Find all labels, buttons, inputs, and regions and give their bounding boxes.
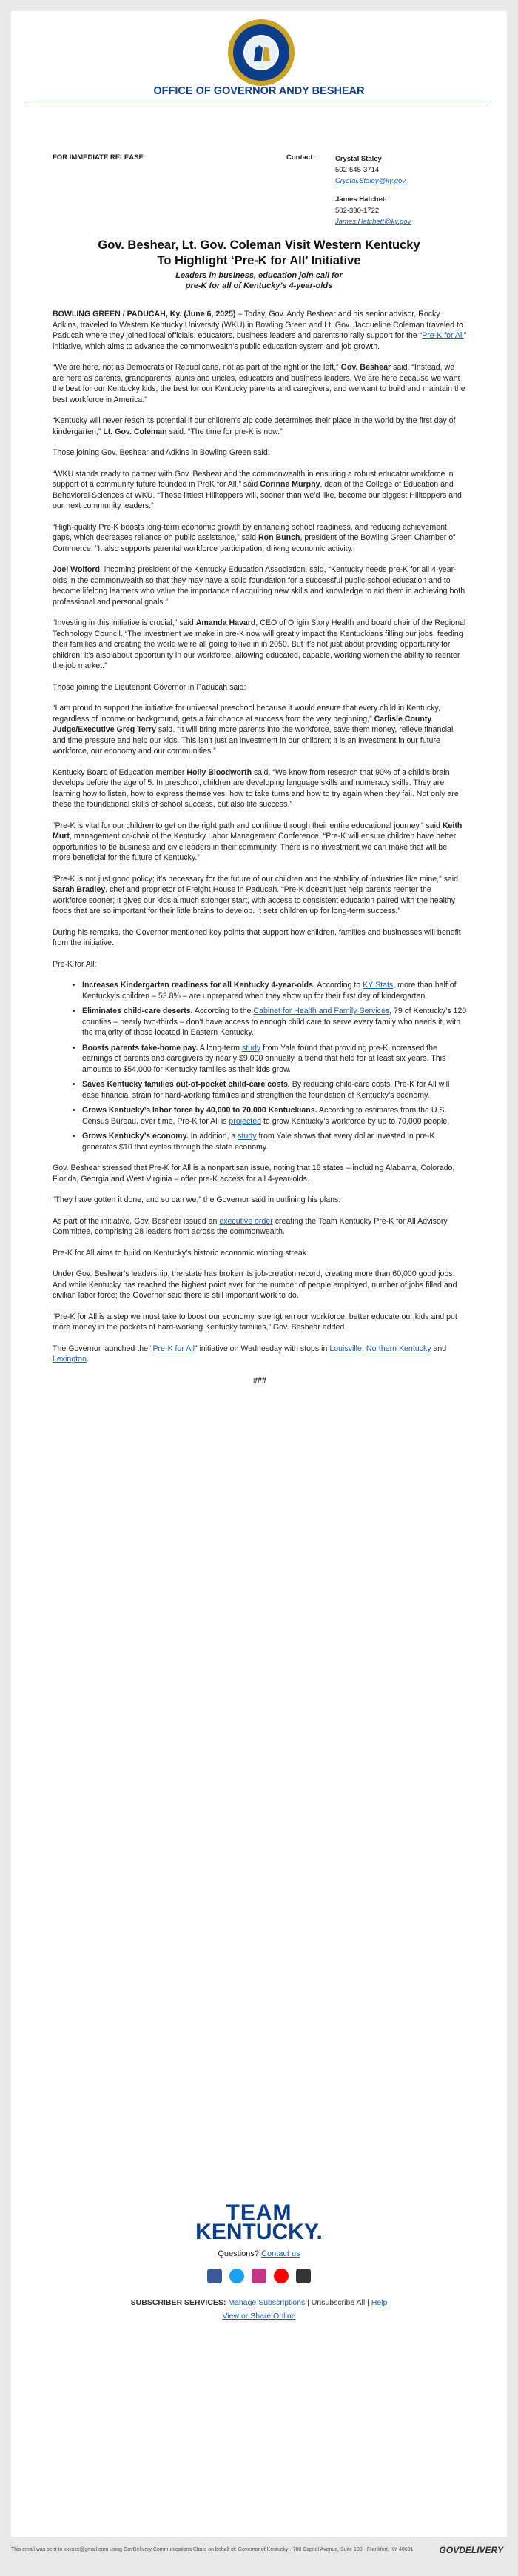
contacts-block: [335, 153, 411, 227]
text: and: [431, 1344, 447, 1353]
paragraph: Pre-K for All:: [53, 959, 97, 969]
subscriber-services: [11, 2298, 507, 2307]
list-item-head: Grows Kentucky’s labor force by 40,000 to 70,000 Kentuckians.: [82, 1106, 317, 1115]
facebook-icon[interactable]: [207, 2269, 222, 2283]
text: , incoming president of the Kentucky Education Association, said, “Kentucky needs pre-K for all 4-year-olds in the commonwealth so that they may have a solid foundation for a successful public-school education and to become lifelong learners who value the importance of acquiring new skills and knowledge to aid them in achieving both professional and personal goals.”: [53, 565, 465, 607]
social-links: [11, 2269, 507, 2283]
footer: [11, 2200, 507, 2320]
speaker-name: Ron Bunch: [258, 533, 300, 542]
disclaimer: This email was sent to xxxxxx@gmail.com using GovDelivery Communications Cloud on behalf of: Governor of Kentucky · 700 Capitol Avenue, Suite 100 · Frankfort, KY 40601: [11, 2547, 414, 2552]
team-kentucky-logo: [11, 2200, 507, 2244]
text: said. “The time for pre-K is now.”: [166, 427, 283, 436]
questions-label: Questions?: [218, 2249, 259, 2258]
email-icon[interactable]: [296, 2269, 311, 2283]
paragraph: Gov. Beshear stressed that Pre-K for All is a nonpartisan issue, noting that 18 states – including Alabama, Colorado, Florida, Georgia and West Virginia – offer pre-K access for all 4-year-olds.: [53, 1164, 455, 1184]
list-item-head: Grows Kentucky’s economy.: [82, 1132, 189, 1141]
contact-label: Contact:: [286, 153, 315, 161]
paragraph: “Pre-K for All is a step we must take to boost our economy, strengthen our workforce, better educate our kids and put more money in the pockets of hard-working Kentucky families,” Gov. Beshear added.: [53, 1312, 457, 1332]
text: said. “Instead, we are here as parents, grandparents, aunts and uncles, educators and business leaders. We are here because we want the best for our Kentucky kids, the best for our Kentucky parents and caregivers, and we want to build and maintain the best workforce in America.”: [53, 363, 465, 404]
prek-link[interactable]: Pre-K for All: [152, 1344, 195, 1353]
list-item-head: Increases Kindergarten readiness for all Kentucky 4-year-olds.: [82, 981, 315, 990]
text: , president of the Bowling Green Chamber of Commerce. “It also supports parental workforce participation, driving economic activity.: [53, 533, 456, 553]
view-online-link[interactable]: View or Share Online: [222, 2312, 296, 2320]
paragraph: “They have gotten it done, and so can we,” the Governor said in outlining his plans.: [53, 1195, 341, 1204]
prek-link[interactable]: Pre-K for All: [422, 331, 464, 340]
speaker-name: Joel Wolford: [53, 565, 100, 574]
yale-study-link[interactable]: study: [238, 1132, 257, 1141]
text: Kentucky Board of Education member: [53, 767, 187, 777]
speaker-name: Carlisle County Judge/Executive Greg Terry: [53, 714, 432, 734]
text: said, “We know from research that 90% of a child’s brain develops before the age of 5. In preschool, children are developing language skills and numeracy skills. They are learning how to listen, how to express themselves, how to take turns and how to try again when they fail. Not only are these the foundational skills of school success, but also life success.”: [53, 767, 459, 809]
instagram-icon[interactable]: [252, 2269, 266, 2283]
text: creating the Team Kentucky Pre-K for All Advisory Committee, comprising 28 leaders from across the commonwealth.: [53, 1216, 448, 1236]
subheadline-line: pre-K for all of Kentucky’s 4-year-olds: [185, 281, 333, 290]
text: ” initiative on Wednesday with stops in: [194, 1344, 330, 1353]
contact-phone: 502-545-3714: [335, 166, 380, 174]
text: , CEO of Origin Story Health and board chair of the Regional Technology Council. “The investment we make in pre-K now will greatly impact the Kentuckians filling our jobs, feeding their families and creating the world we’re all going to live in in 2050. But it’s not just about providing opportunity for children; it’s also about opportunity in our workforce, allowing educated, capable, working women the ability to reenter the job market.”: [53, 618, 466, 670]
text: According to estimates from the U.S. Census Bureau, over time, Pre-K for All is: [82, 1106, 447, 1126]
benefits-list: [53, 980, 467, 1152]
text: “High-quality Pre-K boosts long-term economic growth by enhancing school readiness, and reducing achievement gaps, which decreases reliance on public assistance,” said: [53, 522, 447, 542]
text: A long-term: [198, 1043, 242, 1052]
dateline: BOWLING GREEN / PADUCAH, Ky. (June 6, 2025): [53, 310, 236, 318]
speaker-name: Sarah Bradley: [53, 885, 106, 894]
text: “Investing in this initiative is crucial,” said: [53, 618, 196, 627]
paragraph: [53, 416, 467, 437]
contact-name: James Hatchett: [335, 196, 388, 204]
text: In addition, a: [188, 1132, 238, 1141]
text: By reducing child-care costs, Pre-K for All will ease financial strain for hard-working families and strengthen the foundation of Kentucky’s economy.: [82, 1080, 450, 1100]
services-label: SUBSCRIBER SERVICES:: [130, 2298, 226, 2307]
contact-email-link[interactable]: James.Hatchett@ky.gov: [335, 218, 411, 226]
paragraph: Those joining the Lieutenant Governor in Paducah said:: [53, 682, 246, 692]
text: “Pre-K is vital for our children to get on the right path and continue through their entire educational journey,” said: [53, 821, 443, 830]
paragraph: [53, 1344, 467, 1365]
article-body: [53, 309, 467, 1396]
paragraph: [53, 1216, 467, 1238]
lexington-link[interactable]: Lexington: [53, 1355, 87, 1364]
contact-us-link[interactable]: Contact us: [261, 2249, 300, 2258]
paragraph: During his remarks, the Governor mentioned key points that support how children, families and businesses will benefit from the initiative.: [53, 927, 461, 947]
questions-line: [11, 2249, 507, 2258]
headline-line: Gov. Beshear, Lt. Gov. Coleman Visit Western Kentucky: [98, 238, 420, 252]
text: The Governor launched the “: [53, 1344, 153, 1353]
headline-line: To Highlight ‘Pre-K for All’ Initiative: [157, 254, 361, 267]
ky-stats-link[interactable]: KY Stats: [363, 981, 394, 990]
paragraph: [53, 309, 467, 352]
paragraph: [53, 874, 467, 917]
text: “Kentucky will never reach its potential if our children’s zip code determines their place in the world by the first day of kindergarten,”: [53, 416, 456, 436]
speaker-name: Lt. Gov. Coleman: [103, 427, 167, 436]
text: , more than half of Kentucky’s children – 53.8% – are unprepared when they show up for their first day of kindergarten.: [82, 981, 457, 1001]
text: According to the: [192, 1007, 254, 1015]
logo-team: TEAM: [226, 2200, 292, 2225]
list-item: [82, 1079, 467, 1101]
govdelivery-logo: GOVDELIVERY: [439, 2545, 503, 2555]
list-item: [82, 1131, 467, 1152]
list-item: [82, 1006, 467, 1038]
paragraph: [53, 703, 467, 757]
paragraph: [53, 618, 467, 672]
paragraph: Those joining Gov. Beshear and Adkins in Bowling Green said:: [53, 448, 270, 457]
speaker-name: Corinne Murphy: [260, 480, 320, 489]
twitter-icon[interactable]: [229, 2269, 244, 2283]
subheadline-line: Leaders in business, education join call for: [175, 271, 343, 280]
text: from Yale shows that every dollar invested in pre-K generates $10 that cycles through the state economy.: [82, 1132, 435, 1152]
youtube-icon[interactable]: [274, 2269, 289, 2283]
louisville-link[interactable]: Louisville: [329, 1344, 362, 1353]
text: ,: [361, 1344, 366, 1353]
text: , chef and proprietor of Freight House in Paducah. “Pre-K doesn’t just help parents reenter the workforce sooner; it gives our kids a much stronger start, with access to consistent education paired with the healthy foods that are so important for their little brains to develop. It sets children up for long-term success.”: [53, 885, 456, 915]
text: to grow Kentucky’s workforce by up to 70,000 people.: [261, 1116, 450, 1126]
speaker-name: Amanda Havard: [195, 618, 256, 627]
projected-link[interactable]: projected: [229, 1116, 262, 1126]
paragraph: [53, 564, 467, 607]
text: “WKU stands ready to partner with Gov. Beshear and the commonwealth in ensuring a robust educator workforce in support of a community future founded in PreK for All,” said: [53, 469, 454, 489]
speaker-name: Gov. Beshear: [340, 363, 391, 372]
text: “Pre-K is not just good policy; it’s necessary for the future of our children and the stability of industries like mine,” said: [53, 874, 458, 884]
subheadline: [41, 270, 477, 291]
list-item-head: Boosts parents take-home pay.: [82, 1043, 198, 1052]
contact-name: Crystal Staley: [335, 155, 382, 163]
text: , 79 of Kentucky’s 120 counties – nearly two-thirds – don’t have access to enough child care to serve every family who needs it, with the majority of those located in Eastern Kentucky.: [82, 1007, 467, 1037]
list-item-head: Eliminates child-care deserts.: [82, 1007, 193, 1015]
text: “We are here, not as Democrats or Republicans, not as part of the right or the left,”: [53, 363, 341, 372]
text: , dean of the College of Education and Behavioral Sciences at WKU. “These littlest Hilltoppers will, sooner than we’d like, become our biggest Hilltoppers and our next community leaders.”: [53, 480, 462, 510]
speaker-name: Keith Murt: [53, 821, 462, 841]
list-item: [82, 980, 467, 1001]
list-item-head: Saves Kentucky families out-of-pocket child-care costs.: [82, 1080, 290, 1089]
logo-kentucky: KENTUCKY.: [195, 2220, 323, 2244]
paragraph: [53, 767, 467, 810]
paragraph: Under Gov. Beshear’s leadership, the state has broken its job-creation record, creating more than 60,000 good jobs. And while Kentucky has reached the highest point ever for the number of people employed, number of jobs filled and civilian labor force; the Governor said there is still important work to do.: [53, 1269, 457, 1300]
end-marker: ###: [253, 1375, 266, 1385]
paragraph: [53, 522, 467, 555]
text: said. “It will bring more parents into the workforce, save them money, relieve financial and time pressure and help our kids. This isn’t just an investment in our children; it is an investment in our future workforce, our economy and our communities.”: [53, 725, 454, 755]
text: from Yale found that providing pre-K increased the earnings of parents and caregivers by nearly $9,000 annually, a trend that held for at least six years. This amounts to $54,000 for Kentucky families as their kids grow.: [82, 1043, 446, 1074]
text: .: [86, 1355, 89, 1364]
email-card: [11, 11, 507, 2537]
paragraph: [53, 469, 467, 512]
list-item: [82, 1043, 467, 1075]
chfs-link[interactable]: Cabinet for Health and Family Services: [253, 1007, 390, 1015]
yale-study-link[interactable]: study: [241, 1043, 261, 1052]
speaker-name: Holly Bloodworth: [186, 767, 252, 777]
view-online-line: [11, 2312, 507, 2320]
kentucky-seal-logo: [227, 19, 295, 87]
headline: [41, 238, 477, 269]
contact-phone: 502-330-1722: [335, 207, 380, 215]
help-link[interactable]: Help: [371, 2298, 388, 2307]
text: According to: [315, 981, 363, 990]
manage-subscriptions-link[interactable]: Manage Subscriptions: [228, 2298, 306, 2307]
text: “I am proud to support the initiative for universal preschool because it would ensure that every child in Kentucky, regardless of income or background, gets a fair chance at success from the very beginning,”: [53, 704, 440, 724]
text: – Today, Gov. Andy Beshear and his senior advisor, Rocky Adkins, traveled to Western Kentucky University (WKU) in Bowling Green and Lt. Gov. Jacqueline Coleman traveled to Paducah where they joined local officials, educators, business leaders and parents to rally support for the “: [53, 310, 463, 340]
text: , management co-chair of the Kentucky Labor Management Conference. “Pre-K will ensure children have better opportunities to be business and civic leaders in their community. There is no investment we can make that will be more beneficial for the future of Kentucky.”: [53, 832, 457, 862]
northern-kentucky-link[interactable]: Northern Kentucky: [366, 1344, 431, 1353]
office-title: OFFICE OF GOVERNOR ANDY BESHEAR: [153, 85, 365, 97]
unsubscribe-all-link[interactable]: | Unsubscribe All |: [305, 2298, 371, 2307]
paragraph: [53, 362, 467, 405]
paragraph: [53, 821, 467, 864]
contact-email-link[interactable]: Crystal.Staley@ky.gov: [335, 177, 406, 185]
executive-order-link[interactable]: executive order: [219, 1216, 273, 1226]
text: As part of the initiative, Gov. Beshear issued an: [53, 1216, 220, 1226]
text: ” initiative, which aims to advance the commonwealth’s public education system and job growth.: [53, 331, 467, 351]
release-label: FOR IMMEDIATE RELEASE: [53, 153, 144, 161]
list-item: [82, 1105, 467, 1127]
paragraph: Pre-K for All aims to build on Kentucky’s historic economic winning streak.: [53, 1248, 309, 1258]
